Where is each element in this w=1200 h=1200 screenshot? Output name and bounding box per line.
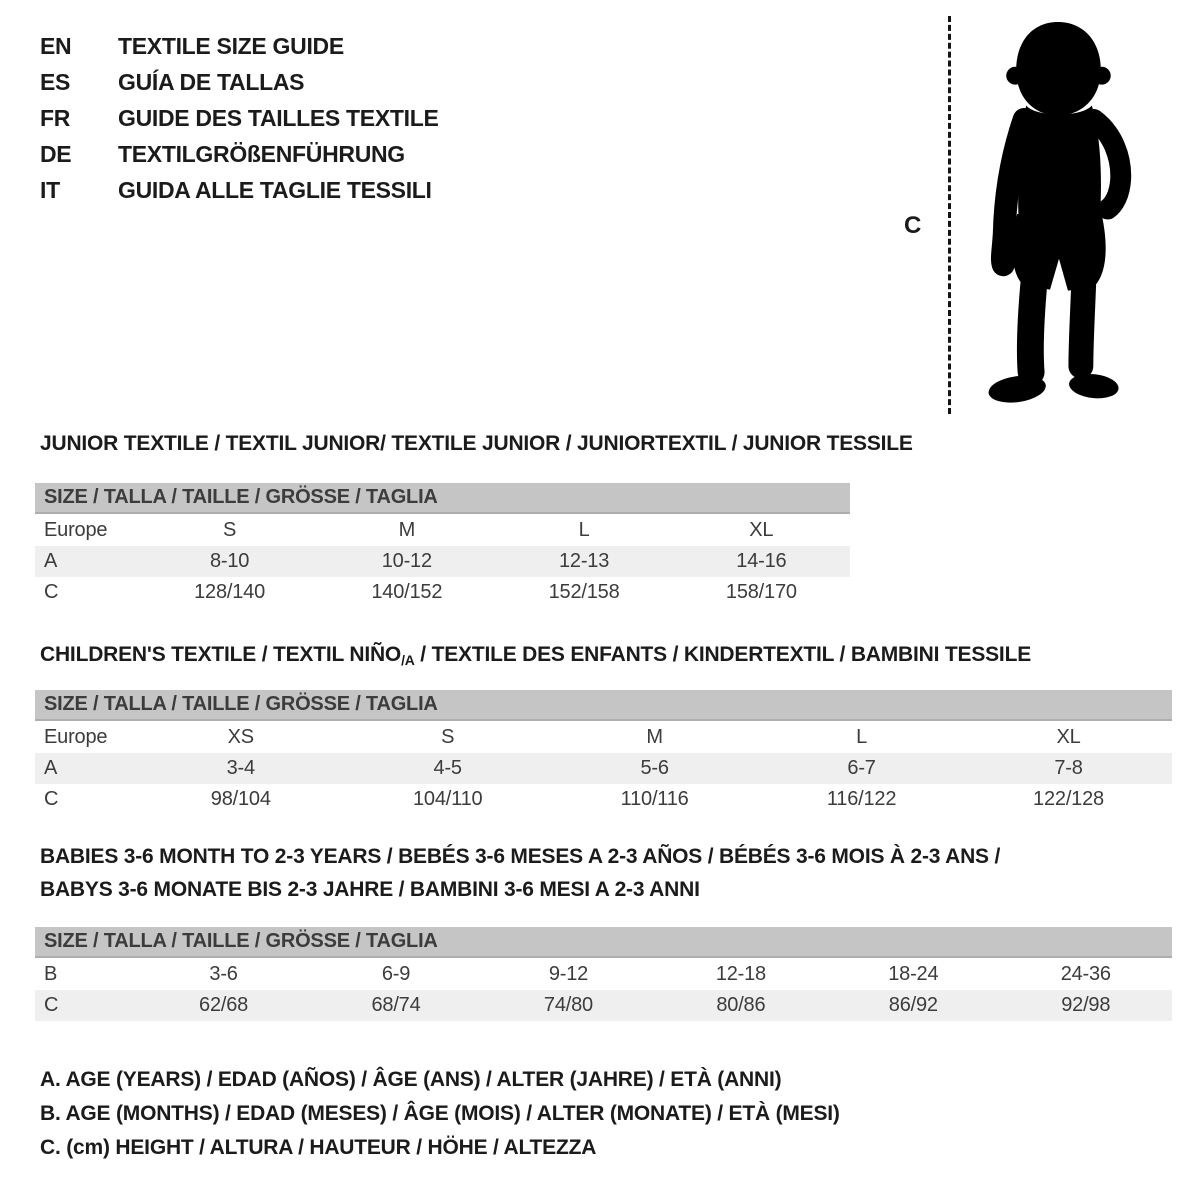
children-size-header-bar: SIZE / TALLA / TAILLE / GRÖSSE / TAGLIA xyxy=(35,690,1172,721)
babies-section-title-line1: BABIES 3-6 MONTH TO 2-3 YEARS / BEBÉS 3-6 MESES A 2-3 AÑOS / BÉBÉS 3-6 MOIS À 2-3 ANS / xyxy=(40,845,1001,868)
language-row xyxy=(40,136,439,172)
children-title-subscript: /A xyxy=(401,652,415,668)
table-cell: 98/104 xyxy=(210,788,271,810)
language-title-list xyxy=(40,28,439,208)
table-cell: 12-13 xyxy=(495,546,672,577)
row-label: A xyxy=(35,546,141,577)
junior-column-header-row xyxy=(35,515,850,546)
language-title: GUIDA ALLE TAGLIE TESSILI xyxy=(118,176,432,203)
children-title-prefix: CHILDREN'S TEXTILE / TEXTIL NIÑO xyxy=(40,643,402,666)
table-cell: 8-10 xyxy=(141,546,318,577)
language-row xyxy=(40,28,439,64)
footnote-height-cm: C. (cm) HEIGHT / ALTURA / HAUTEUR / HÖHE / ALTEZZA xyxy=(40,1136,597,1159)
table-cell: 110/116 xyxy=(620,788,689,810)
size-column-header: L xyxy=(578,519,590,541)
table-row xyxy=(35,546,850,577)
table-cell: 104/110 xyxy=(413,788,483,810)
language-title: GUÍA DE TALLAS xyxy=(118,68,305,95)
language-title: GUIDE DES TAILLES TEXTILE xyxy=(118,104,439,131)
junior-size-header-bar: SIZE / TALLA / TAILLE / GRÖSSE / TAGLIA xyxy=(35,483,850,514)
table-cell: 68/74 xyxy=(310,990,482,1021)
size-column-header: XL xyxy=(1056,726,1081,748)
table-cell: 7-8 xyxy=(965,753,1172,784)
size-column-header: XL xyxy=(749,519,774,541)
babies-size-header-bar: SIZE / TALLA / TAILLE / GRÖSSE / TAGLIA xyxy=(35,927,1172,958)
size-column-header: S xyxy=(222,519,237,541)
table-cell: 62/68 xyxy=(137,990,309,1021)
table-cell: 122/128 xyxy=(1033,788,1104,810)
table-cell: 14-16 xyxy=(673,546,850,577)
table-cell: 3-4 xyxy=(137,753,344,784)
babies-size-table xyxy=(35,959,1172,1021)
table-row xyxy=(35,753,1172,784)
table-cell: 86/92 xyxy=(827,990,999,1021)
table-cell: 12-18 xyxy=(715,963,766,985)
junior-size-table xyxy=(35,515,850,608)
size-column-header: XS xyxy=(227,726,254,748)
junior-section-title: JUNIOR TEXTILE / TEXTIL JUNIOR/ TEXTILE JUNIOR / JUNIORTEXTIL / JUNIOR TESSILE xyxy=(40,432,913,455)
table-cell: 18-24 xyxy=(888,963,939,985)
row-label: A xyxy=(35,753,137,784)
children-column-header-row xyxy=(35,722,1172,753)
table-cell: 128/140 xyxy=(194,581,266,603)
table-cell: 4-5 xyxy=(344,753,551,784)
table-cell: 74/80 xyxy=(482,990,654,1021)
size-column-header: M xyxy=(646,726,663,748)
table-row xyxy=(35,959,1172,990)
table-row xyxy=(35,784,1172,815)
language-row xyxy=(40,172,439,208)
region-label: Europe xyxy=(44,519,108,541)
height-measure-line xyxy=(948,16,951,414)
language-row xyxy=(40,64,439,100)
table-row xyxy=(35,577,850,608)
table-cell: 9-12 xyxy=(548,963,589,985)
footnote-age-years: A. AGE (YEARS) / EDAD (AÑOS) / ÂGE (ANS) / ALTER (JAHRE) / ETÀ (ANNI) xyxy=(40,1068,782,1091)
language-code: DE xyxy=(40,140,72,167)
table-cell: 3-6 xyxy=(209,963,238,985)
region-label: Europe xyxy=(44,726,108,748)
language-title: TEXTILGRÖßENFÜHRUNG xyxy=(118,140,405,167)
table-cell: 116/122 xyxy=(826,788,897,810)
children-size-table xyxy=(35,722,1172,815)
table-cell: 5-6 xyxy=(551,753,758,784)
language-code: ES xyxy=(40,68,71,95)
table-cell: 92/98 xyxy=(1000,990,1172,1021)
table-cell: 24-36 xyxy=(1060,963,1111,985)
row-label: C xyxy=(35,990,137,1021)
language-code: EN xyxy=(40,32,72,59)
size-column-header: L xyxy=(856,726,868,748)
size-column-header: M xyxy=(398,519,416,541)
row-label: C xyxy=(44,581,59,603)
row-label: B xyxy=(44,963,58,985)
table-cell: 152/158 xyxy=(548,581,620,603)
children-title-suffix: / TEXTILE DES ENFANTS / KINDERTEXTIL / BAMBINI TESSILE xyxy=(414,643,1032,666)
table-cell: 80/86 xyxy=(655,990,827,1021)
table-cell: 6-7 xyxy=(758,753,965,784)
size-column-header: S xyxy=(441,726,455,748)
table-cell: 158/170 xyxy=(725,581,797,603)
table-cell: 140/152 xyxy=(371,581,443,603)
table-cell: 10-12 xyxy=(318,546,495,577)
height-measure-label: C xyxy=(904,212,922,239)
footnote-age-months: B. AGE (MONTHS) / EDAD (MESES) / ÂGE (MOIS) / ALTER (MONATE) / ETÀ (MESI) xyxy=(40,1102,840,1125)
table-cell: 6-9 xyxy=(381,963,411,985)
language-code: IT xyxy=(40,176,60,203)
children-section-title xyxy=(40,643,1031,667)
babies-section-title-line2: BABYS 3-6 MONATE BIS 2-3 JAHRE / BAMBINI 3-6 MESI A 2-3 ANNI xyxy=(40,878,700,901)
language-title: TEXTILE SIZE GUIDE xyxy=(118,32,344,59)
row-label: C xyxy=(44,788,59,810)
table-row xyxy=(35,990,1172,1021)
language-row xyxy=(40,100,439,136)
language-code: FR xyxy=(40,104,71,131)
baby-silhouette xyxy=(966,10,1144,418)
